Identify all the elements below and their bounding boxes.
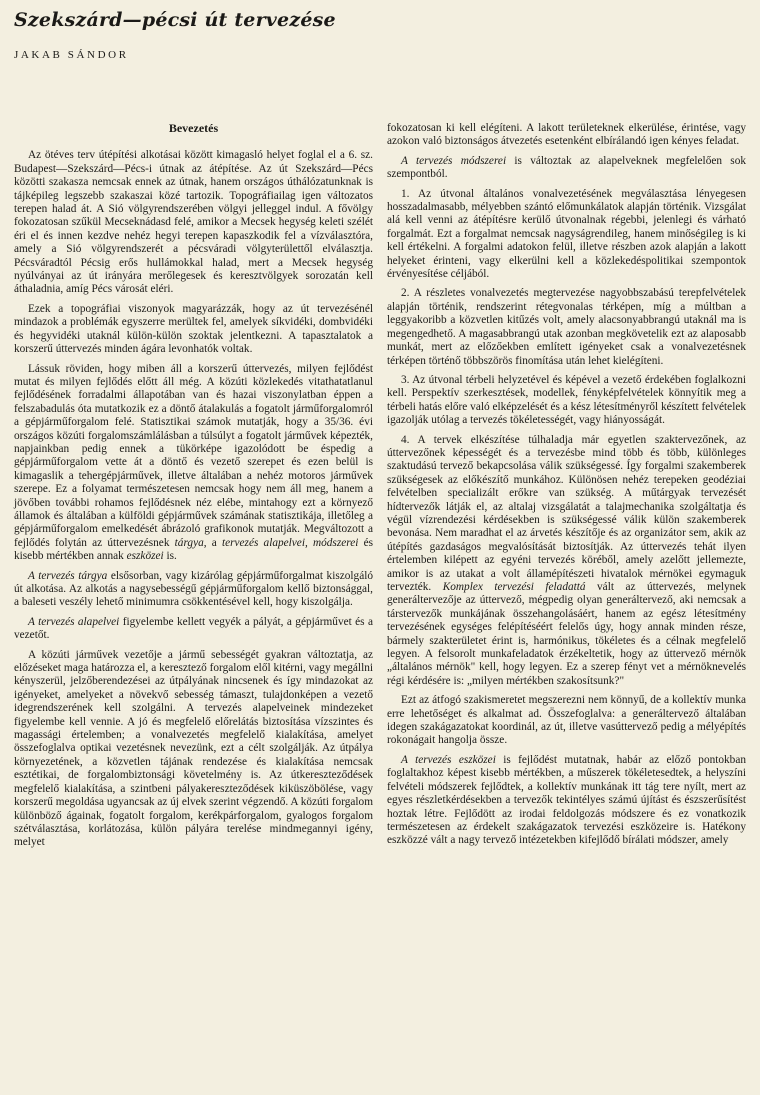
paragraph [387, 155, 746, 182]
left-column [14, 122, 373, 856]
paragraph: 3. Az útvonal térbeli helyzetével és képével a vezető érdekében foglalkozni kell. Perspektív szerkesztések, modellek, fényképfelvételek könnyítik meg a térbeli hatás előre való elképzelését és a kész létesítményről készített felvételek igazolják utólag a tervezés tökéletességét, vagy hiányosságát. [387, 373, 746, 427]
paragraph: fokozatosan ki kell elégíteni. A lakott területeknek elkerülése, érintése, vagy azokon való biztonságos átvezetés esetenként elbírálandó igen kényes feladat. [387, 122, 746, 148]
emphasis: A tervezés eszközei [401, 753, 496, 766]
paragraph: Ezt az átfogó szakismeretet megszerezni nem könnyű, de a kollektív munka erre lehetőséget és alkalmat ad. Összefoglalva: a generáltervező általában idegen szakágazatokat koordinál, az út, illetve vasúttervező pedig a mélyépítés rokonágait hangolja össze. [387, 694, 746, 747]
paragraph [387, 434, 746, 689]
paragraph [14, 363, 373, 564]
paragraph-text: Lássuk röviden, hogy miben áll a korszerű úttervezés, milyen fejlődést mutat és milyen fejlődés előtt áll még. A közúti közlekedés vitathatatlanul fejlődésének forradalmi állapotában van és hazai viszonylatban éppen a felszabadulás óta mutatkozik ez a döntő átalakulás a fogatolt járműforgalomról a gépjárműforgalom felé. Statisztikai számok mutatják, hogy a 35/36. évi országos közúti forgalomszámlálásban a túlsúlyt a fogatolt járművek képezték, napjainkban pedig ennek a tükörképe igazolódott be éspedig a gépjárműforgalom vette át a döntő és vezető szerepet és ezen belül is kimagaslik a tehergépjárművek, illetve általában a nehéz motoros járművek szerepe. Ez a folyamat természetesen nemcsak hogy nem áll meg, hanem a jövőben további rohamos fejlődésnek néz elébe, mintahogy ezt a környező államok és általában a külföldi gépjárművek számának statisztikája, illetőleg a gépjárműforgalom emelkedését ábrázoló grafikonok mutatják. Megváltozott a fejlődés folytán az úttervezésnek [14, 362, 373, 549]
paragraph-text: elsősorban, vagy kizárólag gépjárműforgalmat kiszolgáló út alkotása. Az alkotás a nagysebességű gépjárműforgalom kellő biztonsággal, a baleseti veszély lehető minimumra csökkentésével kell, hogy kiszolgálja. [14, 569, 373, 609]
paragraph-text: is fejlődést mutatnak, habár az előző pontokban foglaltakhoz képest kisebb mértékben, a műszerek tökéletesedtek, a helyszíni felvételi módszerek fejlődtek, a kollektív munkának itt tág tere nyílt, mert az egyes részletkérdésekben a tervezők tekintélyes számú újítást és észszerűsítést hoztak létre. Fejlődött az irodai feldolgozás módszere és ez vonatkozik természetesen az érdekelt szakágazatok tervezési eszközeire is. Hatékony eszközzé vált a nagy tervező intézetekben kifejlődő bírálati módszer, amely [387, 753, 746, 847]
paragraph [387, 754, 746, 848]
paragraph-text: és kisebb mértékben annak [14, 536, 373, 563]
paragraph: 2. A részletes vonalvezetés megtervezése nagyobbszabású terepfelvételek alapján történik, rendszerint rétegvonalas térképen, míg a múltban a leggyakoribb a közvetlen kitűzés volt, amely alacsonyabbrangú utaknál ma is megengedhető. A magasabbrangú utak azonban megkövetelik ezt az alaposabb munkát, mert az előzőekben említett igényeket csak a vonalvezetésnek térképen történő többszörös finomítása után lehet kielégíteni. [387, 287, 746, 367]
paragraph-text: vált az úttervezés, melynek generáltervezője az úttervező, mégpedig olyan generáltervező, aki nemcsak a társtervezők munkájának összehangolásáért, hanem az egész létesítmény tervezésének egységes felépítéséért felelős úgy, hogy annak minden része, bármely szakterületet érint is, harmónikus, tökéletes és a célnak megfelelő legyen. A felsorolt munkafeladatok érzékeltetik, hogy az úttervező mérnök „általános mérnök" kell, hogy legyen. Ez a szerep fényt vet a mérnöknevelés régi kérdésére is: „milyen mértékben szakosítsunk?" [387, 581, 746, 687]
paragraph-text: figyelembe kellett vegyék a pályát, a gépjárművet és a vezetőt. [14, 615, 373, 642]
paragraph-text: is változtak az alapelveknek megfelelően sok szempontból. [387, 154, 746, 181]
paragraph: Az ötéves terv útépítési alkotásai között kimagasló helyet foglal el a 6. sz. Budapest—Szekszárd—Pécs-i útnak az átépítése. Az út Szekszárd—Pécs közötti szakasza nemcsak ennek az útnak, hanem országos úthálózatunknak is tájképileg legszebb szakaszai közé tartozik. Topográfiailag igen változatos terepen halad át. A Sió völgyrendszerében völgyi jelleggel indul. A fővölgy fokozatosan szűkül Mecseknádasd felé, amikor a Mecsek hegység keleti szélét éri el és innen kezdve nehéz hegyi terepen kapaszkodik fel a vízválasztóra, amely a Sió völgyrendszerét a pécsváradi völgyterülettől elválasztja. Pécsváradtól Pécsig erős hullámokkal halad, mert a Mecsek hegység nyúlványai az út irányára merőlegesek és keresztvölgyek sorozatán kell áthaladnia, amíg Pécs városát eléri. [14, 149, 373, 296]
emphasis: eszközei [126, 550, 164, 563]
paragraph [14, 616, 373, 643]
emphasis: A tervezés tárgya [28, 569, 108, 582]
paragraph: 1. Az útvonal általános vonalvezetésének megválasztása lényegesen hosszadalmasabb, mélyebben szántó előmunkálatok alapján történik. Vizsgálat alá kell venni az átépítésre kerülő útvonalnak régebbi, jelenlegi és várható forgalmát. Ezt a forgalmat nemcsak nagyságrendileg, hanem minőségileg is ki kell értékelni. A forgalmi adatokon felül, illetve részben azok alapján a lakott helyeket érinteni, vagy elkerülni kell a közlekedéspolitikai szempontok érvényesítése céljából. [387, 187, 746, 281]
paragraph: A közúti járművek vezetője a jármű sebességét gyakran változtatja, az előzéseket maga határozza el, a keresztező forgalom elől kitérni, vagy megállni kényszerül, jelzőberendezései az útpályának nincsenek és így mindazokat az igényeket, amelyeket a növekvő sebesség támaszt, tulajdonképen a vezető idegrendszerének kell szolgálni. A tervezés alapelveinek mindezeket figyelembe kell vennie. A jó és megfelelő előrelátás biztosítása vízszintes és magassági értelemben; a vonalvezetés megfelelő kialakítása, amelyet összefoglalva optikai vezetésnek nevezünk, ezt a célt szolgálják. Az útpálya környezetének, a közvetlen tájának rendezése és kialakítása nemcsak esztétikai, de forgalombiztonsági követelmény is. Az útkereszteződések megfelelő kialakítása, a szintbeni pályakereszteződések kiküszöbölése, vagy korszerű megoldása ugyancsak az új elvek szerint végzendő. A közúti forgalom különböző ágainak, fogatolt forgalom, kerékpárforgalom, gyalogos forgalom szétválasztása, korlátozása, külön pályára terelése mindmegannyi igény, melyet [14, 648, 373, 849]
paragraph: Ezek a topográfiai viszonyok magyarázzák, hogy az út tervezésénél mindazok a problémák egyszerre merültek fel, amelyek síkvidéki, dombvidéki és hegyvidéki utaknál külön-külön szoktak jelentkezni. A tapasztalatok a korszerű úttervezés minden ágára levonhatók voltak. [14, 302, 373, 356]
paragraph [14, 570, 373, 610]
emphasis: A tervezés módszerei [401, 154, 507, 167]
article-title: Szekszárd—pécsi út tervezése [14, 9, 336, 31]
emphasis: tárgya [174, 536, 204, 549]
emphasis: tervezés alapelvei, módszerei [221, 536, 359, 549]
paragraph-text: 4. A tervek elkészítése túlhaladja már egyetlen szaktervezőnek, az úttervezőnek képességét és a tervezésbe mind több és több, különleges szaktudású tervező bekapcsolása válik szükségessé. Így forgalmi szakemberek szükségesek az előkészítő munkához. Különösen nehéz terepeken geodéziai felvételben specializált erőkre van szükség. A műtárgyak tervezését hídtervezők látják el, az altalaj vizsgálatát a talajmechanika szolgáltatja és végül vízrendezési kérdésekben is szükségessé válik külön szakemberek bevonása. Nem maradhat el az árvetés készítője és az organizátor sem, akik az útépítés gazdaságos megvalósítását biztosítják. Az úttervezés tehát ilyen értelemben kilépett az egyéni tervezés köréből, amely azelőtt jellemezte, amikor is az utakat a volt államépítészeti hivatalok mérnökei egymaguk tervezték. [387, 433, 746, 593]
section-heading: Bevezetés [168, 121, 219, 135]
right-column [387, 122, 746, 854]
emphasis: A tervezés alapelvei [28, 615, 120, 628]
paragraph-text: is. [163, 550, 177, 563]
article-author: JAKAB SÁNDOR [14, 49, 129, 61]
emphasis: Komplex tervezési feladattá [442, 581, 586, 593]
paragraph-text: , a [203, 536, 217, 549]
